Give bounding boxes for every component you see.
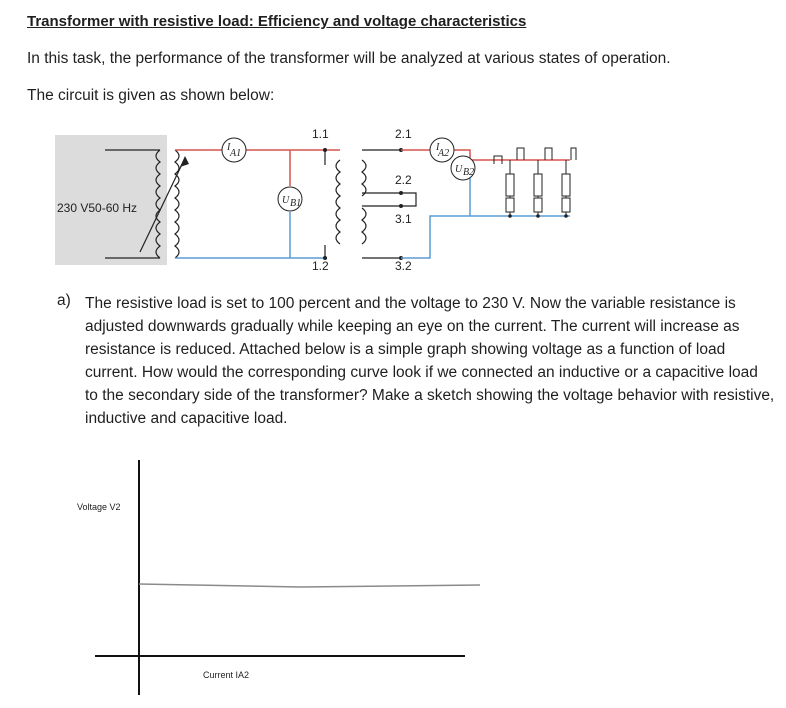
secondary-return-wire — [401, 216, 570, 258]
coil-secondary-winding — [175, 150, 179, 258]
source-box — [55, 135, 167, 265]
voltage-curve-resistive — [139, 584, 480, 587]
transformer-circuit-diagram — [0, 120, 786, 280]
terminal-2-1: 2.1 — [395, 127, 412, 141]
ammeter-a1-symbol: I — [227, 142, 231, 153]
terminal-1-2: 1.2 — [312, 259, 329, 273]
task-text: The resistive load is set to 100 percent and the voltage to 230 V. Now the variable resistance is adjusted downwards gradually while keeping an eye on the current. The current will increase as resistance is reduced. Attached below is a simple graph showing voltage as a function of load current. How would the corresponding curve look if we connected an inductive or a capacitive load to the secondary side of the transformer? Make a sketch showing the voltage behavior with resistive, inductive and capacitive load. — [85, 295, 775, 427]
voltmeter-b2-symbol: U — [455, 164, 463, 175]
terminal-3-1: 3.1 — [395, 212, 412, 226]
voltmeter-b1-symbol: U — [282, 195, 290, 206]
secondary-winding-lower — [362, 208, 366, 244]
ammeter-a2-symbol: I — [436, 142, 440, 153]
resistive-load-3 — [562, 148, 576, 218]
terminal-3-2: 3.2 — [395, 259, 412, 273]
task-label: a) — [57, 292, 71, 309]
secondary-link — [401, 193, 416, 206]
secondary-winding-upper — [362, 160, 366, 196]
resistive-load-2 — [534, 148, 552, 218]
voltmeter-b1-label: B1 — [290, 198, 302, 209]
circuit-intro-paragraph: The circuit is given as shown below: — [27, 87, 275, 104]
terminal-2-2: 2.2 — [395, 173, 412, 187]
voltage-current-graph — [0, 455, 786, 708]
terminal-1-1: 1.1 — [312, 127, 329, 141]
ammeter-a1-label: A1 — [230, 148, 242, 159]
document-title: Transformer with resistive load: Efficiency and voltage characteristics — [27, 13, 527, 30]
y-axis-label: Voltage V2 — [77, 502, 121, 512]
variable-arrow-head — [180, 156, 189, 167]
x-axis-label: Current IA2 — [203, 670, 250, 680]
primary-winding — [336, 160, 340, 244]
resistive-load-1 — [494, 148, 524, 218]
source-label: 230 V50-60 Hz — [57, 201, 138, 215]
voltmeter-b2-label: B2 — [463, 167, 475, 178]
ammeter-a2-label: A2 — [438, 148, 450, 159]
terminal-dot-1-1 — [323, 148, 327, 152]
intro-paragraph: In this task, the performance of the transformer will be analyzed at various states of operation. — [27, 50, 671, 67]
